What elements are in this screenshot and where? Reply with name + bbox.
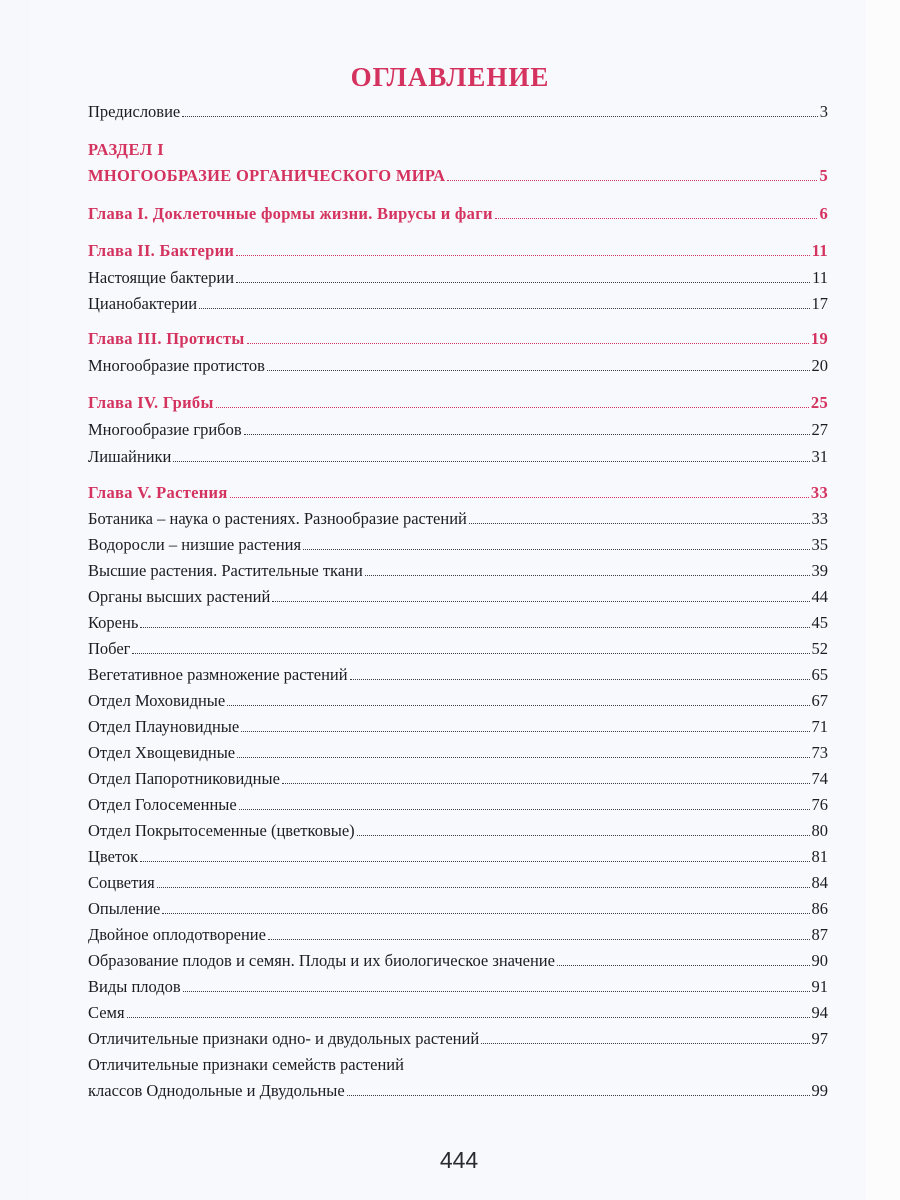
- section-heading: РАЗДЕЛ I: [88, 140, 165, 159]
- page-edge: [866, 0, 900, 1200]
- toc-entry: Отдел Моховидные 67: [88, 691, 828, 710]
- toc-title: ОГЛАВЛЕНИЕ: [350, 62, 550, 92]
- toc-entry: Отличительные признаки семейств растений: [88, 1055, 404, 1074]
- section-title: МНОГООБРАЗИЕ ОРГАНИЧЕСКОГО МИРА 5: [88, 166, 828, 185]
- toc-entry: Виды плодов 91: [88, 977, 828, 996]
- toc-entry: Семя 94: [88, 1003, 828, 1022]
- toc-entry: Ботаника – наука о растениях. Разнообразие растений 33: [88, 509, 828, 528]
- toc-entry: Водоросли – низшие растения 35: [88, 535, 828, 554]
- toc-entry: Соцветия 84: [88, 873, 828, 892]
- toc-entry: Цианобактерии 17: [88, 294, 828, 313]
- toc-chapter-3: Глава III. Протисты 19: [88, 329, 828, 348]
- toc-entry-preface: Предисловие 3: [88, 102, 828, 121]
- toc-entry: Отличительные признаки одно- и двудольных растений 97: [88, 1029, 828, 1048]
- toc-entry: Вегетативное размножение растений 65: [88, 665, 828, 684]
- toc-entry: Многообразие протистов 20: [88, 356, 828, 375]
- toc-entry: Отдел Папоротниковидные 74: [88, 769, 828, 788]
- toc-entry: Двойное оплодотворение 87: [88, 925, 828, 944]
- toc-entry: Настоящие бактерии 11: [88, 268, 828, 287]
- toc-chapter-1: Глава I. Доклеточные формы жизни. Вирусы и фаги 6: [88, 204, 828, 223]
- toc-entry: Образование плодов и семян. Плоды и их биологическое значение 90: [88, 951, 828, 970]
- toc-entry: Многообразие грибов 27: [88, 420, 828, 439]
- toc-entry: Лишайники 31: [88, 447, 828, 466]
- toc-entry: Отдел Плауновидные 71: [88, 717, 828, 736]
- toc-entry: Побег 52: [88, 639, 828, 658]
- toc-entry: Цветок 81: [88, 847, 828, 866]
- toc-entry: Отдел Покрытосеменные (цветковые) 80: [88, 821, 828, 840]
- toc-entry: классов Однодольные и Двудольные 99: [88, 1081, 828, 1100]
- toc-entry: Органы высших растений 44: [88, 587, 828, 606]
- toc-entry: Отдел Голосеменные 76: [88, 795, 828, 814]
- toc-entry: Высшие растения. Растительные ткани 39: [88, 561, 828, 580]
- toc-chapter-2: Глава II. Бактерии 11: [88, 241, 828, 260]
- toc-chapter-5: Глава V. Растения 33: [88, 483, 828, 502]
- toc-entry: Отдел Хвощевидные 73: [88, 743, 828, 762]
- toc-entry: Корень 45: [88, 613, 828, 632]
- toc-entry: Опыление 86: [88, 899, 828, 918]
- toc-chapter-4: Глава IV. Грибы 25: [88, 393, 828, 412]
- page-number: 444: [439, 1147, 479, 1173]
